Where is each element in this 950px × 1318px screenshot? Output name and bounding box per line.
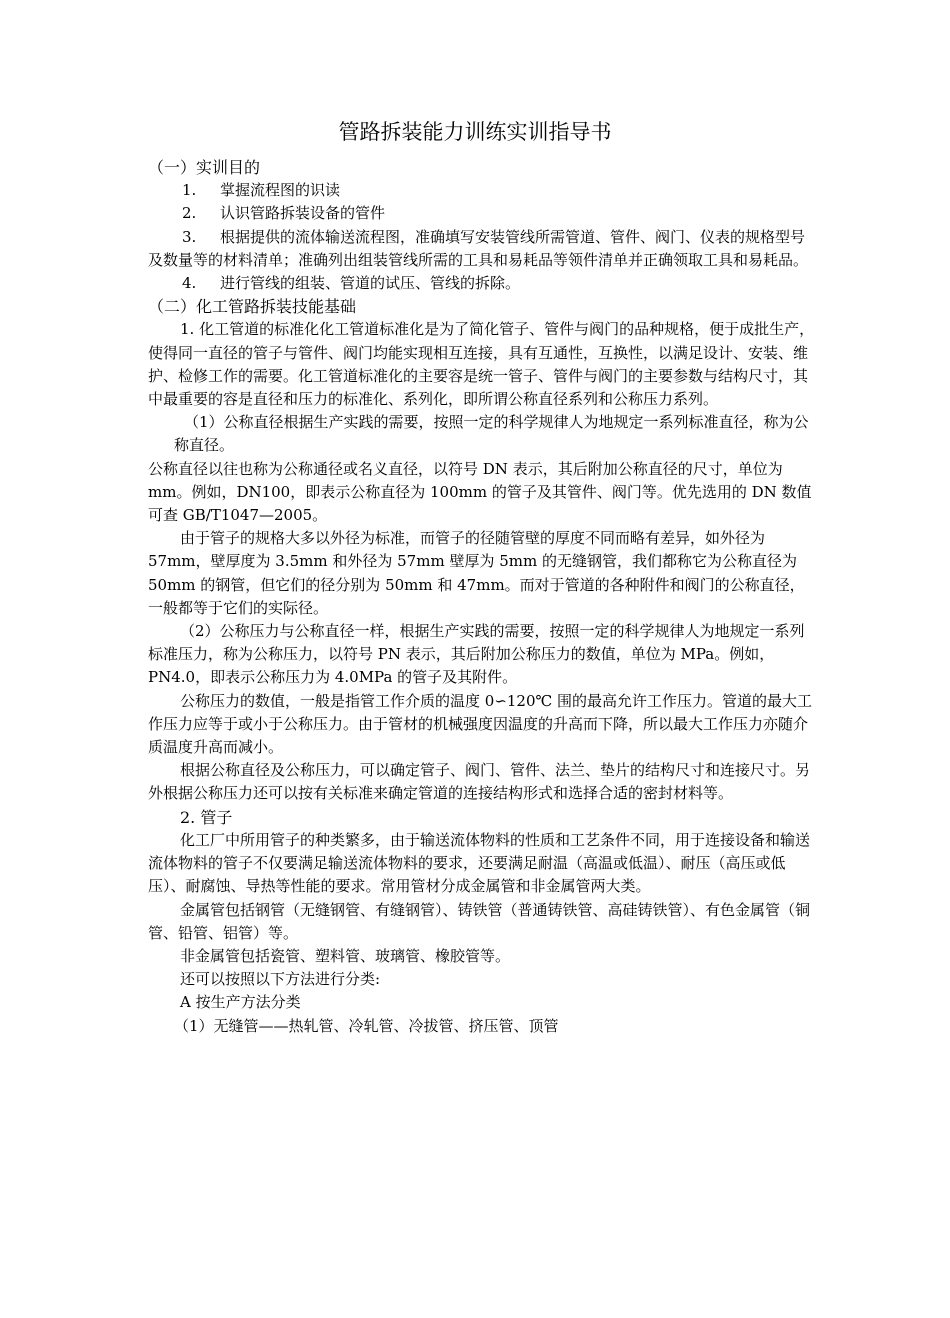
document-body	[148, 156, 816, 1038]
list-item	[148, 272, 816, 295]
list-item-text: 认识管路拆装设备的管件	[220, 204, 386, 223]
document-title: 管路拆装能力训练实训指导书	[338, 120, 612, 144]
section-heading-2: （二）化工管路拆装技能基础	[148, 297, 357, 317]
list-item-text: 根据提供的流体输送流程图，准确填写安装管线所需管道、管件、阀门、仪表的规格型号及数量等的材料清单；准确列出组装管线所需的工具和易耗品等领件清单并正确领取工具和易耗品。	[148, 227, 809, 269]
paragraph: 金属管包括钢管（无缝钢管、有缝钢管）、铸铁管（普通铸铁管、高硅铸铁管）、有色金属管（铜管、铅管、铝管）等。	[148, 900, 811, 942]
paragraph: A 按生产方法分类	[180, 993, 301, 1012]
list-item-number: 1.	[182, 181, 197, 200]
paragraph: 根据公称直径及公称压力，可以确定管子、阀门、管件、法兰、垫片的结构尺寸和连接尺寸。另外根据公称压力还可以按有关标准来确定管道的连接结构形式和选择合适的密封材料等。	[148, 761, 811, 803]
paragraph: 化工厂中所用管子的种类繁多，由于输送流体物料的性质和工艺条件不同，用于连接设备和输送流体物料的管子不仅要满足输送流体物料的要求，还要满足耐温（高温或低温）、耐压（高压或低压）、耐腐蚀、导热等性能的要求。常用管材分成金属管和非金属管两大类。	[148, 830, 811, 896]
paragraph: 由于管子的规格大多以外径为标准，而管子的径随管壁的厚度不同而略有差异，如外径为 57mm，壁厚度为 3.5mm 和外径为 57mm 壁厚为 5mm 的无缝钢管，我们都称它为公称直径为 50mm 的钢管，但它们的径分别为 50mm 和 47mm。而对于管道的各种附件和阀门的公称直径，一般都等于它们的实际径。	[148, 529, 805, 617]
paragraph: 还可以按照以下方法进行分类:	[180, 970, 381, 989]
paragraph: 公称压力的数值，一般是指管工作介质的温度 0∽120℃ 围的最高允许工作压力。管道的最大工作压力应等于或小于公称压力。由于管材的机械强度因温度的升高而下降，所以最大工作压力亦随介质温度升高而减小。	[148, 691, 813, 757]
paragraph: （1）公称直径根据生产实践的需要，按照一定的科学规律人为地规定一系列标准直径，称为公称直径。	[174, 413, 809, 455]
paragraph: 公称直径以往也称为公称通径或名义直径，以符号 DN 表示，其后附加公称直径的尺寸，单位为 mm。例如，DN100，即表示公称直径为 100mm 的管子及其管件、阀门等。优先选用的 DN 数值可查 GB/T1047—2005。	[148, 459, 812, 525]
list-item-number: 2.	[182, 204, 197, 223]
list-item-number: 3.	[182, 227, 197, 246]
list-item-number: 4.	[182, 274, 197, 293]
paragraph: 1. 化工管道的标准化化工管道标准化是为了简化管子、管件与阀门的品种规格，便于成批生产，使得同一直径的管子与管件、阀门均能实现相互连接，具有互通性，互换性，以满足设计、安装、维护、检修工作的需要。化工管道标准化的主要容是统一管子、管件与阀门的主要参数与结构尺寸，其中最重要的容是直径和压力的标准化、系列化，即所谓公称直径系列和公称压力系列。	[148, 320, 815, 409]
section-heading-1: （一）实训目的	[148, 158, 261, 177]
list-item	[148, 179, 816, 202]
list-item	[148, 226, 816, 272]
paragraph: （1）无缝管——热轧管、冷轧管、冷拔管、挤压管、顶管	[174, 1016, 559, 1035]
list-item	[148, 202, 816, 225]
subsection-heading: 2. 管子	[180, 807, 233, 827]
paragraph: 非金属管包括瓷管、塑料管、玻璃管、橡胶管等。	[180, 946, 511, 965]
list-item-text: 进行管线的组装、管道的试压、管线的拆除。	[220, 274, 521, 293]
paragraph: （2）公称压力与公称直径一样，根据生产实践的需要，按照一定的科学规律人为地规定一系列标准压力，称为公称压力，以符号 PN 表示，其后附加公称压力的数值，单位为 MPa。例如，PN4.0，即表示公称压力为 4.0MPa 的管子及其附件。	[148, 622, 805, 687]
list-item-text: 掌握流程图的识读	[220, 181, 341, 200]
